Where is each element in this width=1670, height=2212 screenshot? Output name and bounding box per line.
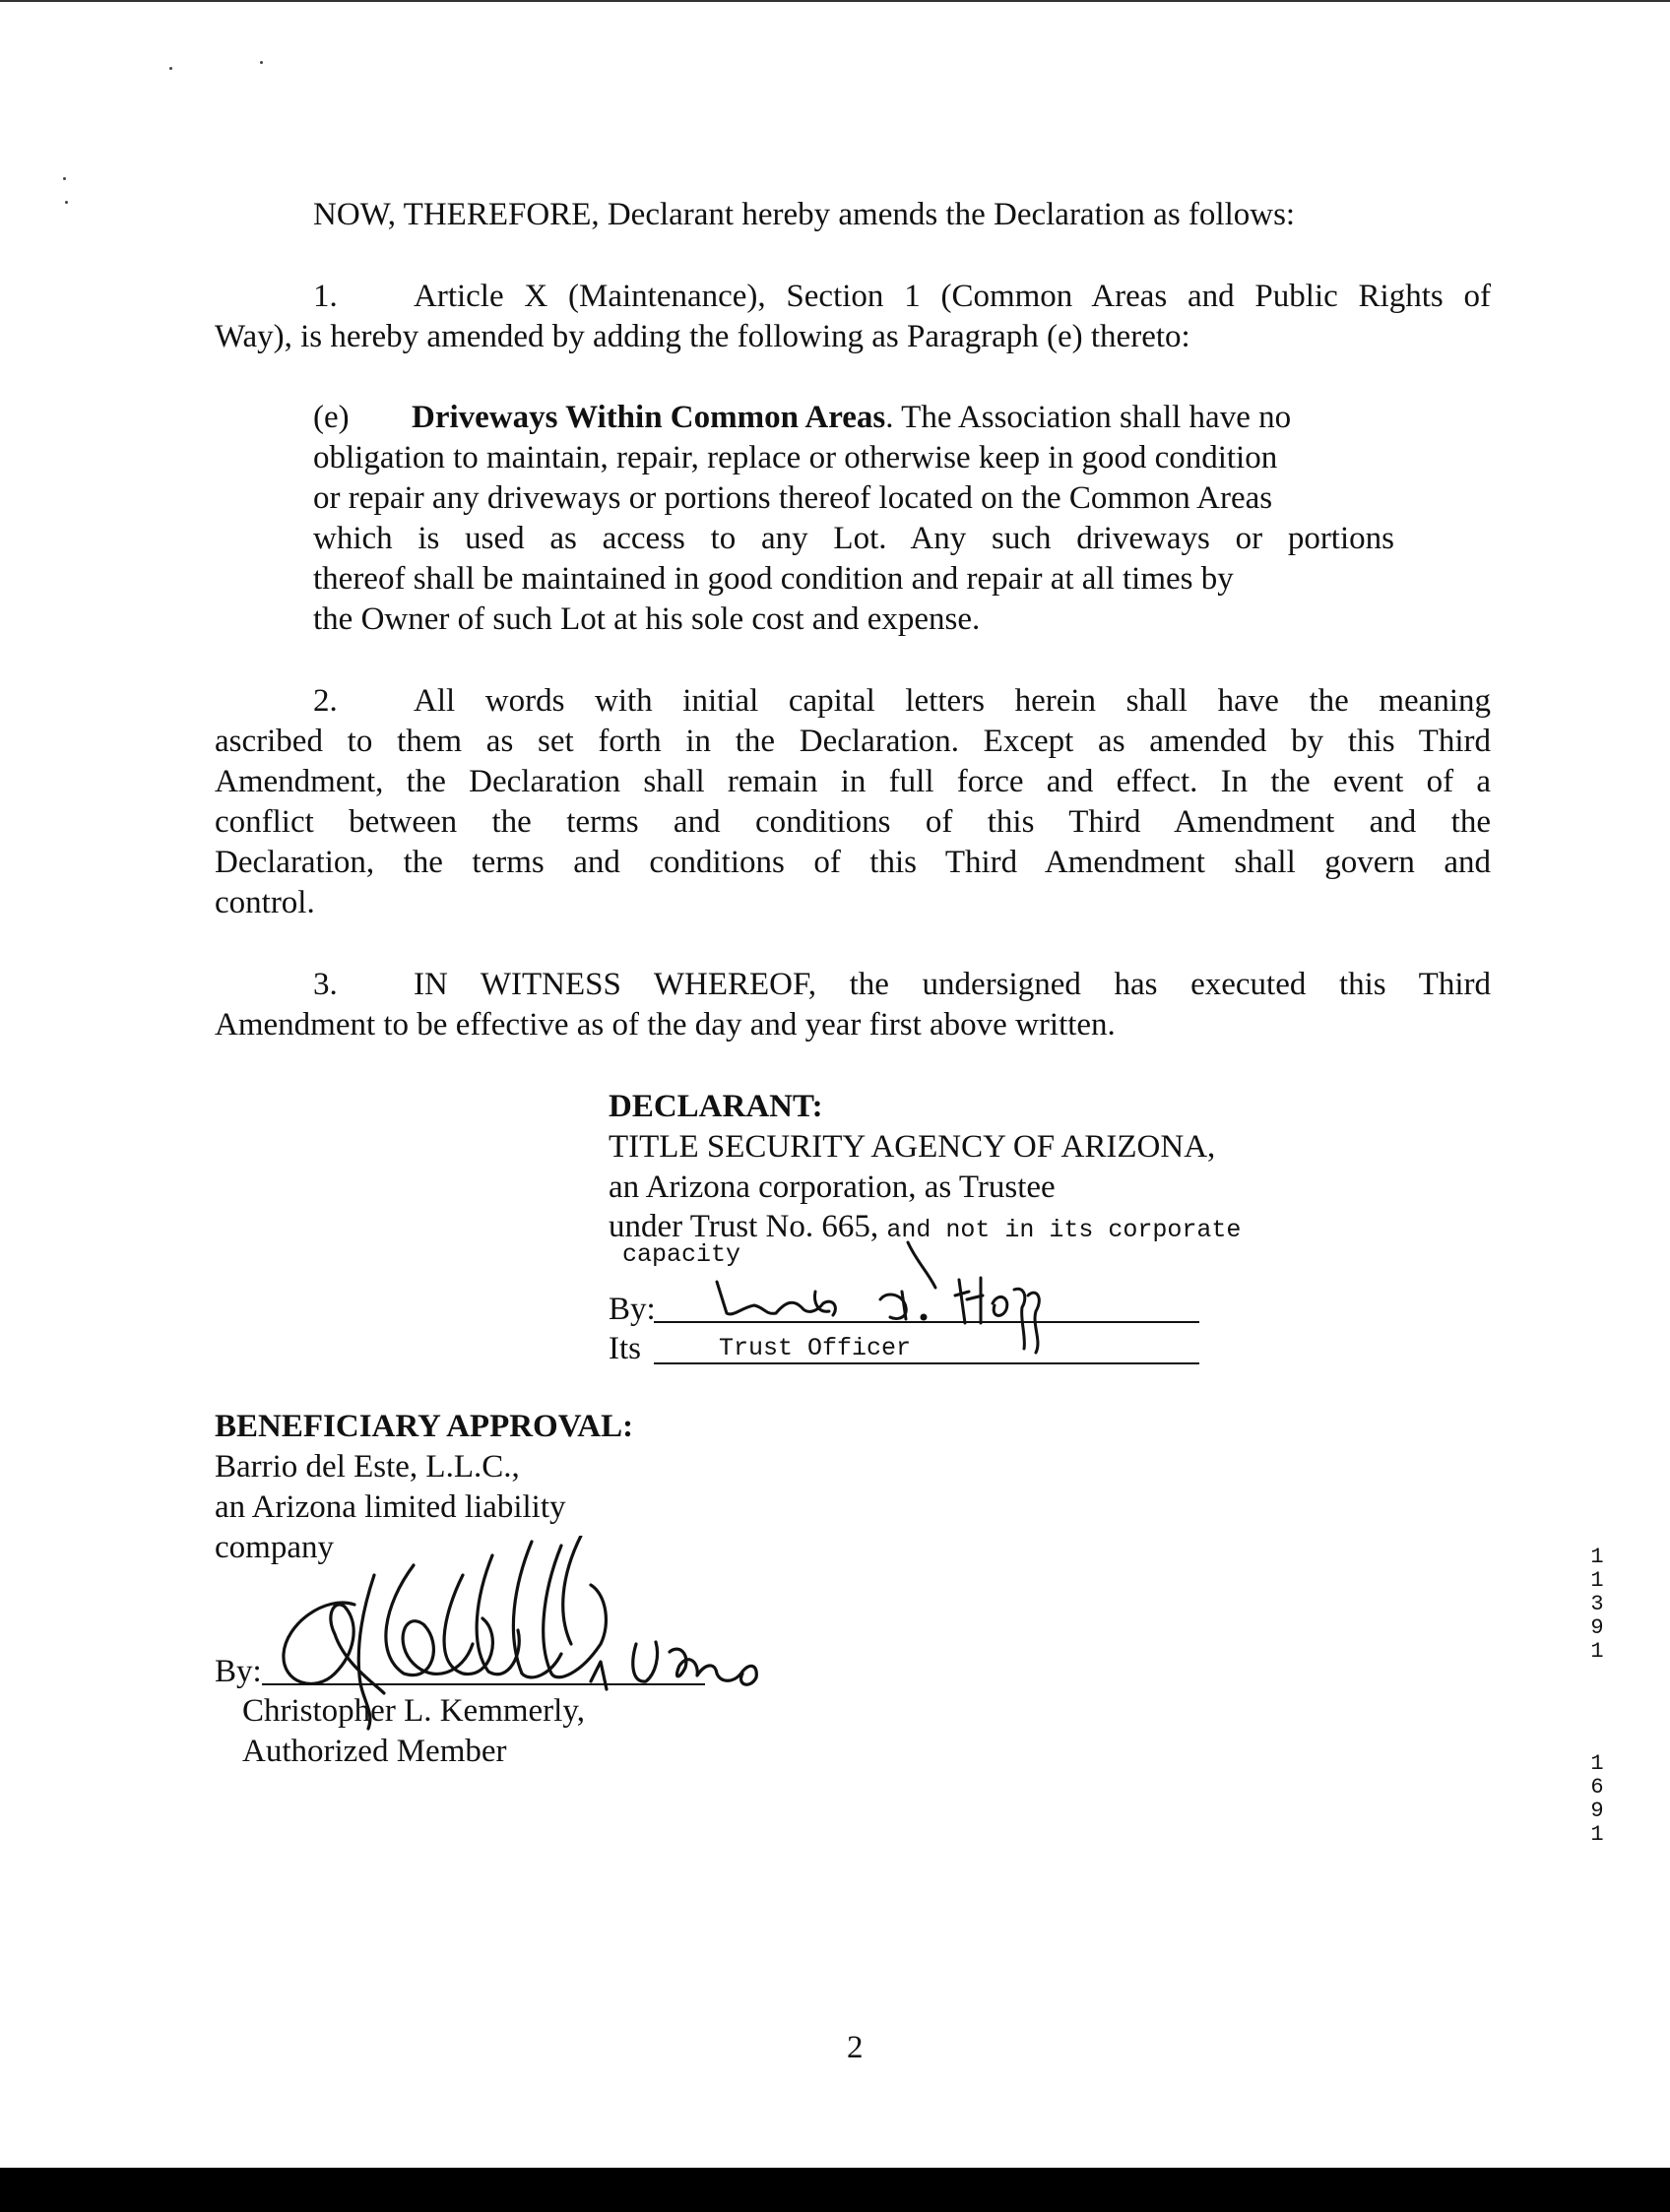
item2-line3: Amendment, the Declaration shall remain in full force and effect. In the event of a [215,764,1491,799]
declarant-line2: an Arizona corporation, as Trustee [609,1169,1056,1205]
beneficiary-line1: Barrio del Este, L.L.C., [215,1449,520,1485]
beneficiary-line2: an Arizona limited liability [215,1489,566,1525]
item2-line5: Declaration, the terms and conditions of this Third Amendment shall govern and [215,845,1491,880]
scan-speck [63,177,66,180]
beneficiary-by-label: By: [215,1654,262,1689]
declarant-typed-capacity: and not in its corporate [886,1216,1242,1244]
item2-line4: conflict between the terms and conditions of this Third Amendment and the [215,804,1491,840]
beneficiary-signer-name: Christopher L. Kemmerly, [242,1693,585,1729]
item-e-line3: or repair any driveways or portions thereof located on the Common Areas [313,480,1273,516]
item1-number: 1. [313,279,338,314]
item2-number: 2. [313,683,338,719]
item-e-heading: Driveways Within Common Areas [412,400,886,435]
item-e-line5: thereof shall be maintained in good condition and repair at all times by [313,561,1234,597]
item-e-label: (e) [313,400,350,435]
declarant-heading: DECLARANT: [609,1089,823,1124]
scan-speck [260,61,263,64]
margin-stamp-top: 1 1 3 9 1 [1590,1545,1604,1664]
item3-line1: IN WITNESS WHEREOF, the undersigned has executed this Third [414,967,1491,1002]
declarant-trust-no: under Trust No. 665, [609,1209,879,1244]
beneficiary-signer-title: Authorized Member [242,1734,507,1769]
beneficiary-heading: BENEFICIARY APPROVAL: [215,1409,634,1444]
beneficiary-line3: company [215,1530,334,1565]
item2-line2: ascribed to them as set forth in the Declaration. Except as amended by this Third [215,724,1491,759]
declarant-signature [670,1238,1142,1376]
scan-speck [169,67,172,70]
item-e-line1 [412,398,1291,437]
declarant-its-label: Its [609,1331,641,1366]
scan-speck [65,201,68,204]
scan-top-edge [0,0,1670,2]
item1-line2: Way), is hereby amended by adding the following as Paragraph (e) thereto: [215,319,1190,354]
declarant-its-value: Trust Officer [719,1334,912,1362]
item2-line1: All words with initial capital letters herein shall have the meaning [414,683,1491,719]
scan-bottom-border [0,2168,1670,2212]
item3-number: 3. [313,967,338,1002]
declarant-by-label: By: [609,1292,656,1327]
beneficiary-signature [266,1536,778,1733]
declarant-typed-capacity-2: capacity [622,1240,741,1269]
declarant-line1: TITLE SECURITY AGENCY OF ARIZONA, [609,1129,1216,1165]
item2-line6: control. [215,885,315,920]
item-e-line1-rest: . The Association shall have no [885,400,1292,435]
item1-line1: Article X (Maintenance), Section 1 (Common Areas and Public Rights of [414,279,1491,314]
item3-line2: Amendment to be effective as of the day and year first above written. [215,1007,1116,1043]
item-e-line4: which is used as access to any Lot. Any such driveways or portions [313,521,1394,556]
page-number: 2 [847,2030,864,2065]
margin-stamp-bottom: 1 6 9 1 [1590,1751,1604,1847]
item-e-line6: the Owner of such Lot at his sole cost and expense. [313,601,981,637]
intro-text: NOW, THEREFORE, Declarant hereby amends the Declaration as follows: [313,197,1296,232]
item-e-line2: obligation to maintain, repair, replace or otherwise keep in good condition [313,440,1278,475]
